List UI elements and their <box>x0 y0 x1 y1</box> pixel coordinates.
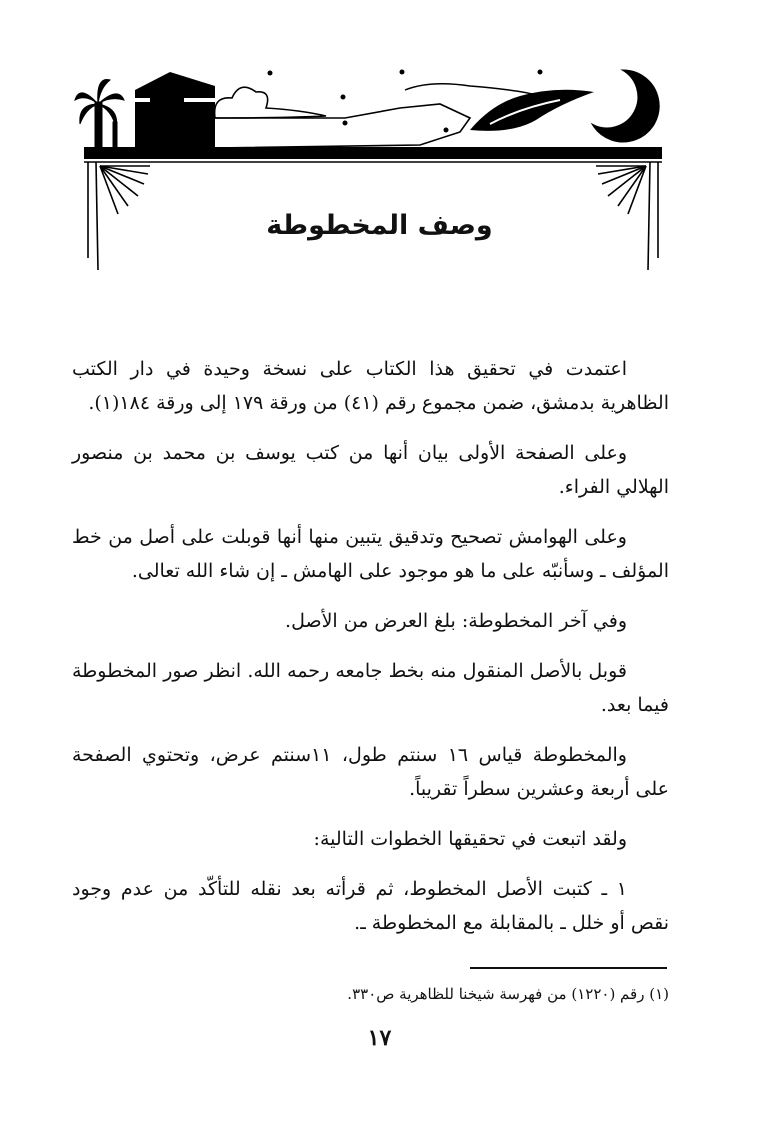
page-title: وصف المخطوطة <box>266 210 493 241</box>
kaaba-icon <box>135 72 215 148</box>
frame-top-bar <box>84 147 662 159</box>
footnote: (١) رقم (١٢٢٠) من فهرسة شيخنا للظاهرية ص٣٣٠. <box>347 985 669 1003</box>
cloud-icon <box>215 87 326 118</box>
paragraph-steps-intro: ولقد اتبعت في تحقيقها الخطوات التالية: <box>313 828 627 850</box>
page-number: ١٧ <box>367 1025 392 1051</box>
paragraph-margins: وعلى الهوامش تصحيح وتدقيق يتبين منها أنها قوبلت على أصل من خط المؤلف ـ وسأنبّه على ما هو موجود على الهامش ـ إن شاء الله تعالى. <box>72 526 669 582</box>
quill-icon <box>470 90 594 131</box>
crescent-moon-icon <box>592 70 659 142</box>
paragraph-dimensions: والمخطوطة قياس ١٦ سنتم طول، ١١سنتم عرض، وتحتوي الصفحة على أربعة وعشرين سطراً تقريباً. <box>72 744 669 800</box>
paragraph-step-1: ١ ـ كتبت الأصل المخطوط، ثم قرأته بعد نقله للتأكّد من عدم وجود نقص أو خلل ـ بالمقابلة مع المخطوطة ـ. <box>72 878 669 934</box>
paragraph-ownership: وعلى الصفحة الأولى بيان أنها من كتب يوسف بن محمد بن منصور الهلالي الفراء. <box>72 442 669 498</box>
paragraph-collation: قوبل بالأصل المنقول منه بخط جامعه رحمه الله. انظر صور المخطوطة فيما بعد. <box>72 660 669 716</box>
paragraph-source: اعتمدت في تحقيق هذا الكتاب على نسخة وحيدة في دار الكتب الظاهرية بدمشق، ضمن مجموع رقم (٤١) من ورقة ١٧٩ إلى ورقة ١٨٤(١). <box>72 358 669 414</box>
footnote-separator <box>470 967 667 969</box>
main-text <box>72 352 669 956</box>
paragraph-colophon: وفي آخر المخطوطة: بلغ العرض من الأصل. <box>285 610 627 632</box>
palm-tree-icon <box>75 80 124 149</box>
